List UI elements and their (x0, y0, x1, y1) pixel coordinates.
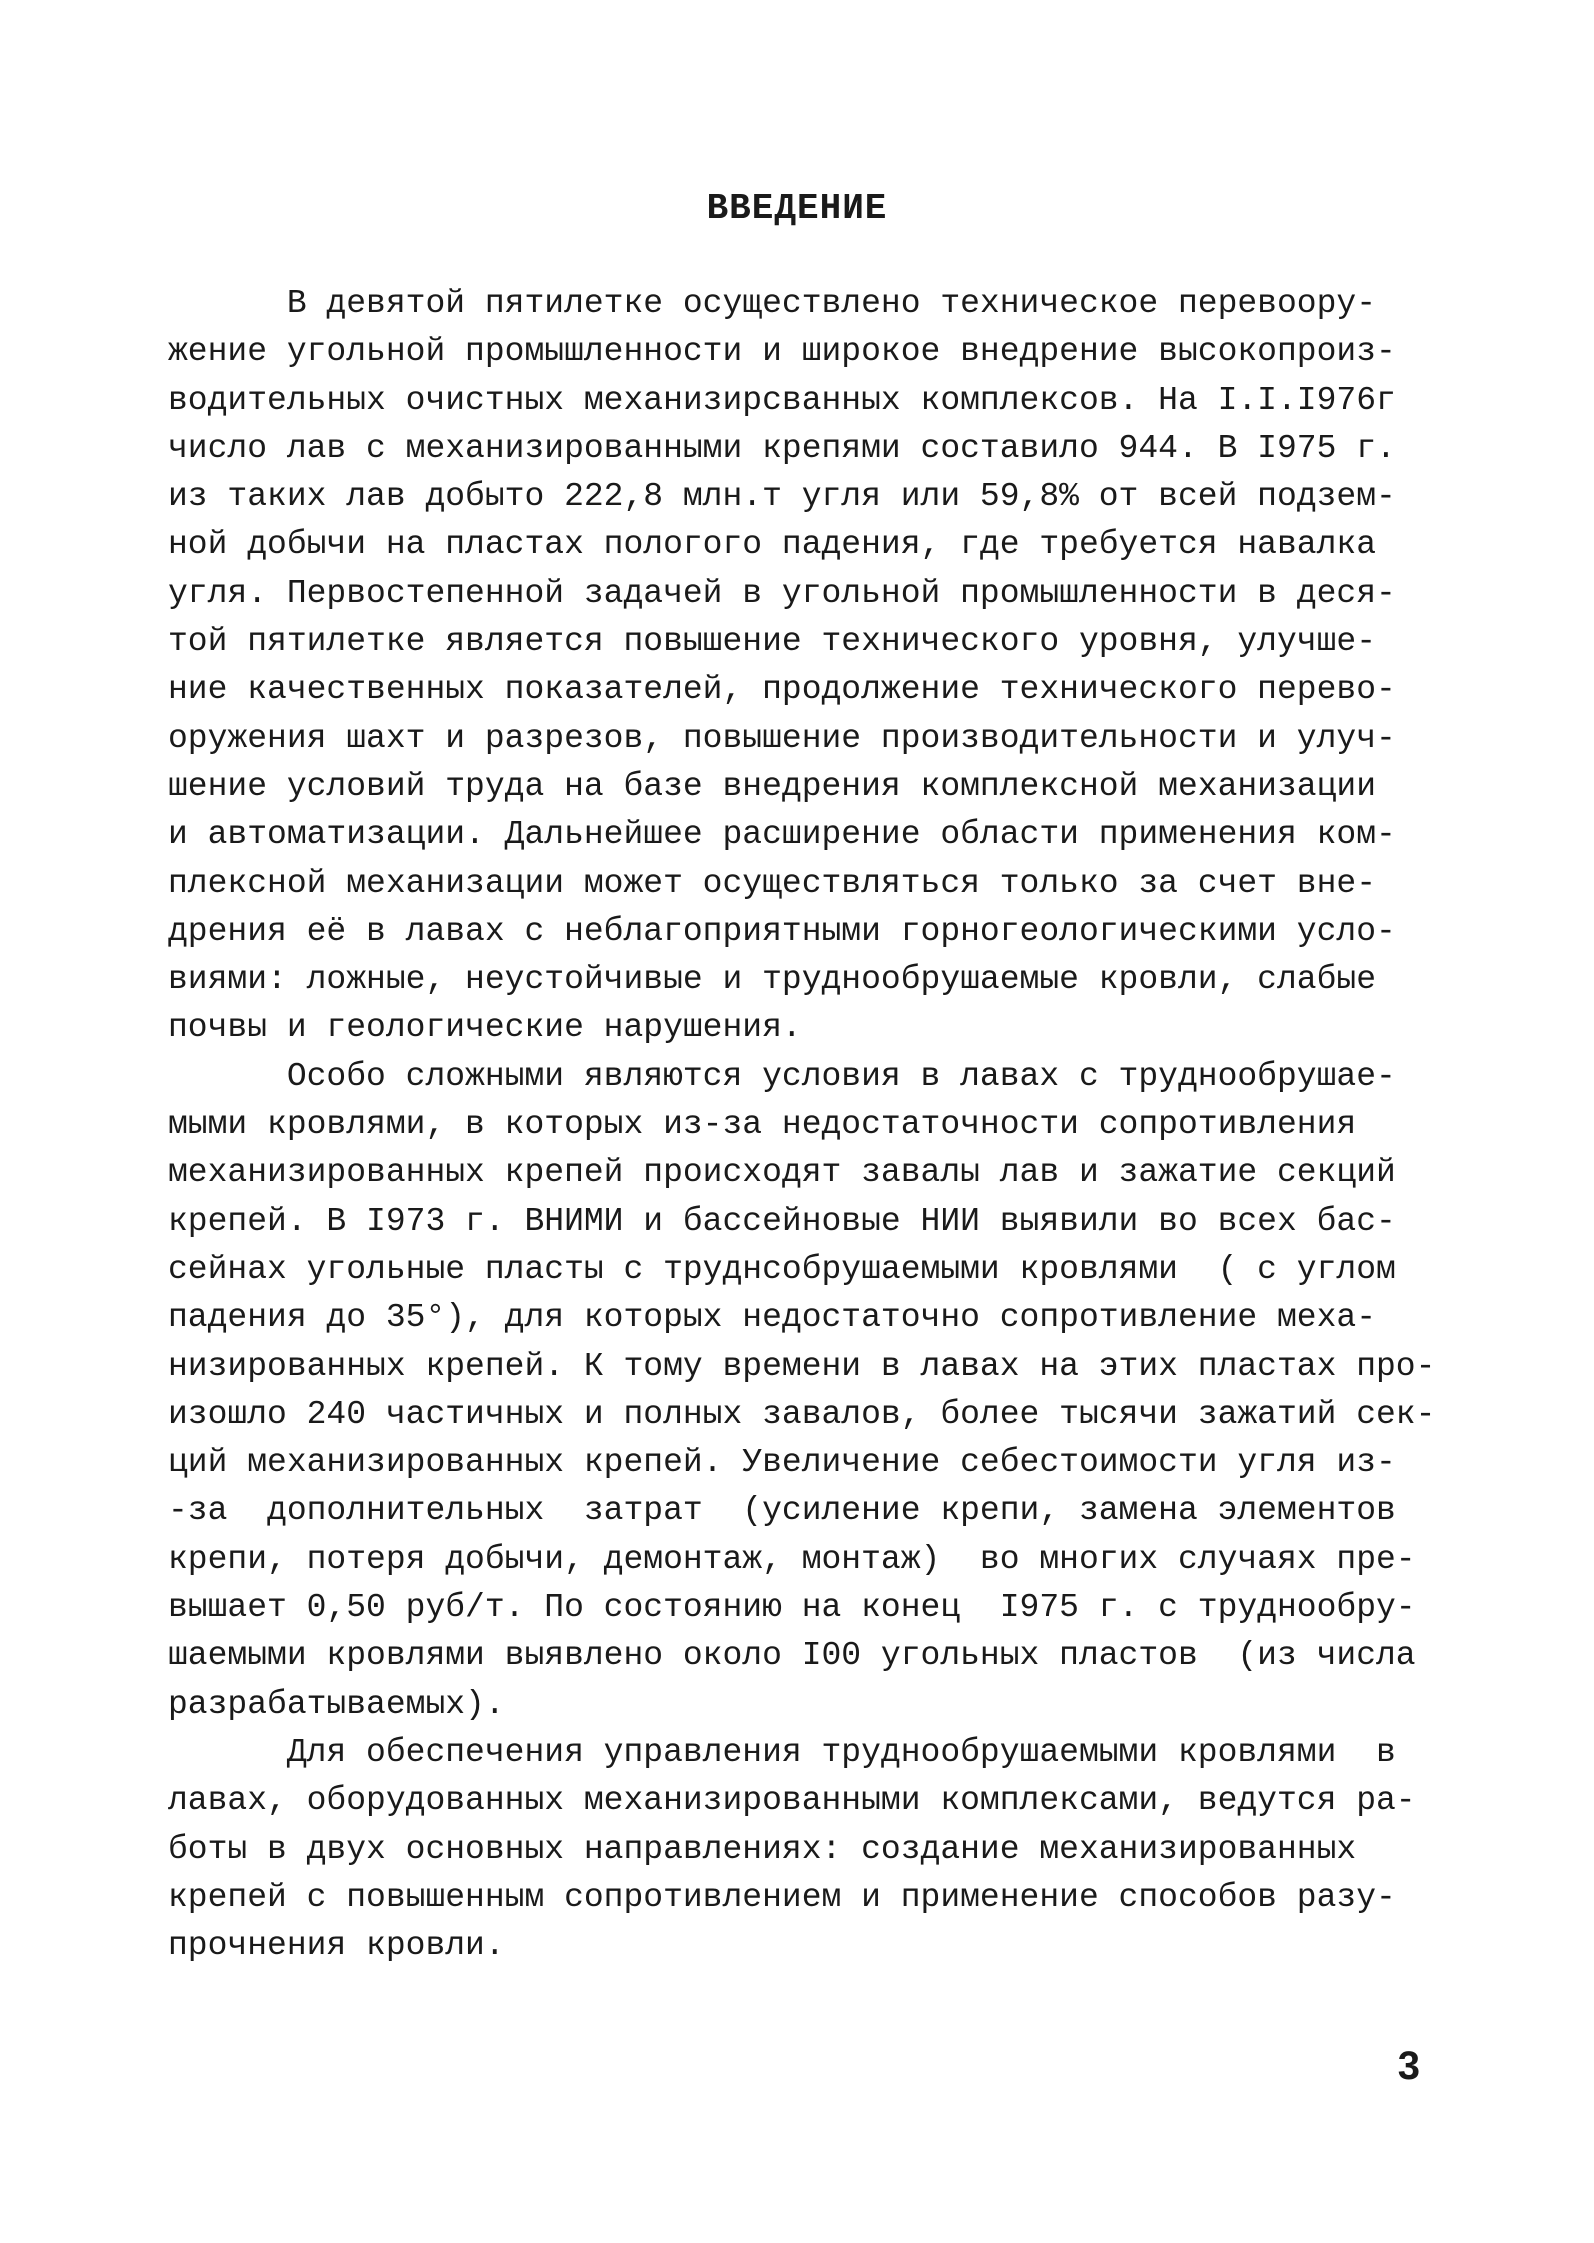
text-line: крепи, потеря добычи, демонтаж, монтаж) во многих случаях пре- (168, 1540, 1416, 1578)
text-line: мыми кровлями, в которых из-за недостаточности сопротивления (168, 1106, 1357, 1144)
text-line: угля. Первостепенной задачей в угольной промышленности в деся- (168, 574, 1396, 612)
text-line: Для обеспечения управления труднообрушаемыми кровлями в (168, 1733, 1396, 1771)
text-line: виями: ложные, неустойчивые и труднообрушаемые кровли, слабые (168, 961, 1376, 999)
text-line: число лав с механизированными крепями составило 944. В I975 г. (168, 429, 1396, 467)
text-line: В девятой пятилетке осуществлено техническое перевоору- (168, 285, 1376, 322)
text-line: изошло 240 частичных и полных завалов, более тысячи зажатий сек- (168, 1395, 1436, 1433)
text-line: крепей с повышенным сопротивлением и применение способов разу- (168, 1878, 1396, 1916)
text-line: водительных очистных механизирсванных комплексов. На I.I.I976г (168, 381, 1396, 419)
text-line: вышает 0,50 руб/т. По состоянию на конец I975 г. с труднообру- (168, 1589, 1416, 1627)
paragraph-3 (168, 1729, 1438, 1970)
text-line: механизированных крепей происходят завалы лав и зажатие секций (168, 1154, 1396, 1192)
text-line: падения до 35°), для которых недостаточно сопротивление меха- (168, 1299, 1376, 1337)
text-line: крепей. В I973 г. ВНИМИ и бассейновые НИИ выявили во всех бас- (168, 1202, 1396, 1240)
text-line: -за дополнительных затрат (усиление крепи, замена элементов (168, 1492, 1396, 1530)
text-line: лавах, оборудованных механизированными комплексами, ведутся ра- (168, 1782, 1416, 1820)
text-line: почвы и геологические нарушения. (168, 1009, 802, 1047)
text-line: ние качественных показателей, продолжение технического перево- (168, 671, 1396, 709)
text-line: оружения шахт и разрезов, повышение производительности и улуч- (168, 719, 1396, 757)
text-line: боты в двух основных направлениях: создание механизированных (168, 1830, 1357, 1868)
text-line: низированных крепей. К тому времени в лавах на этих пластах про- (168, 1347, 1436, 1385)
text-line: разрабатываемых). (168, 1685, 505, 1723)
text-line: Особо сложными являются условия в лавах с труднообрушае- (168, 1057, 1396, 1095)
text-line: сейнах угольные пласты с труднсобрушаемыми кровлями ( с углом (168, 1250, 1396, 1288)
text-line: жение угольной промышленности и широкое внедрение высокопроиз- (168, 333, 1396, 371)
text-line: той пятилетке является повышение технического уровня, улучше- (168, 623, 1376, 661)
text-line: ций механизированных крепей. Увеличение себестоимости угля из- (168, 1444, 1396, 1482)
page-number: 3 (1397, 2044, 1420, 2088)
text-line: и автоматизации. Дальнейшее расширение области применения ком- (168, 816, 1396, 854)
text-line: шаемыми кровлями выявлено около I00 угольных пластов (из числа (168, 1637, 1416, 1675)
paragraph-1 (168, 280, 1438, 1053)
text-line: шение условий труда на базе внедрения комплексной механизации (168, 767, 1376, 805)
text-line: дрения её в лавах с неблагоприятными горногеологическими усло- (168, 912, 1396, 950)
text-line: плексной механизации может осуществляться только за счет вне- (168, 864, 1376, 902)
paragraph-2 (168, 1053, 1438, 1729)
text-line: ной добычи на пластах пологого падения, где требуется навалка (168, 526, 1376, 564)
page-title: ВВЕДЕНИЕ (706, 188, 888, 229)
body-text (168, 280, 1438, 1970)
text-line: прочнения кровли. (168, 1927, 505, 1965)
text-line: из таких лав добыто 222,8 млн.т угля или 59,8% от всей подзем- (168, 478, 1396, 516)
